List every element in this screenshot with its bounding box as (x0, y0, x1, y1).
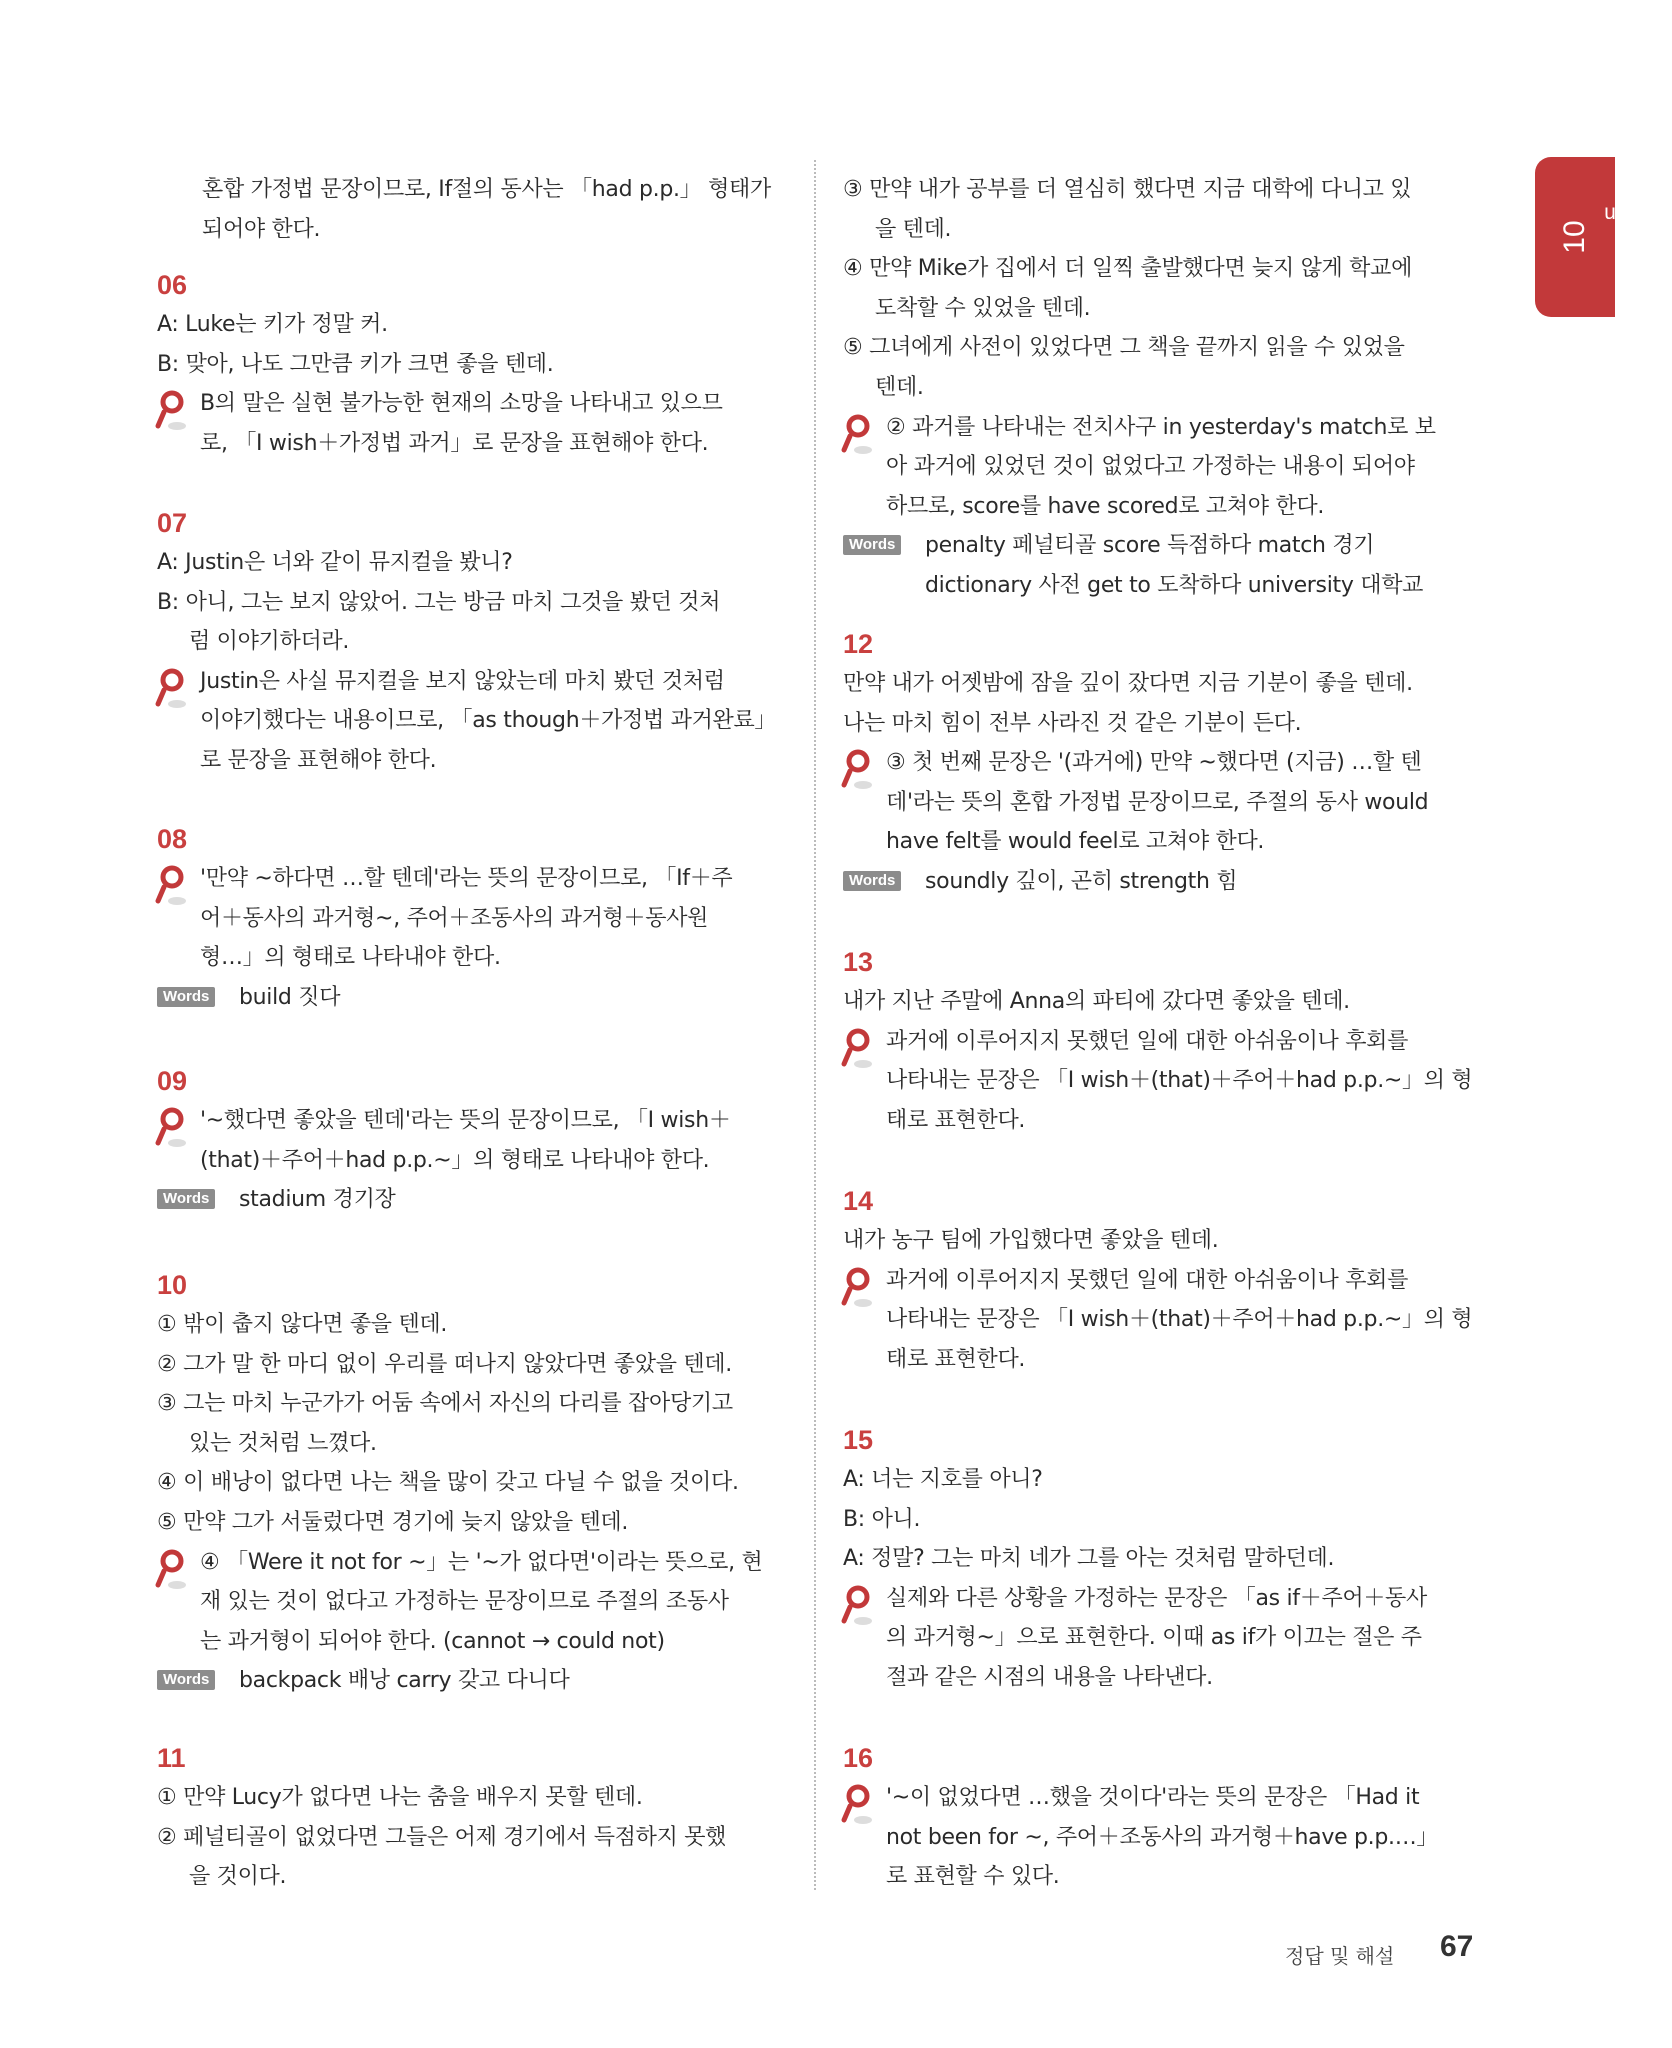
text-line: 럼 이야기하더라. (189, 629, 350, 655)
text-line: (that)＋주어＋had p.p.~」의 형태로 나타내야 한다. (200, 1147, 710, 1173)
words-box (843, 862, 1475, 902)
text-line: 도착할 수 있었을 텐데. (875, 295, 1091, 321)
text-paragraph (843, 1221, 1475, 1261)
text-line: 있는 것처럼 느꼈다. (189, 1430, 377, 1456)
explanation-hint (157, 384, 789, 463)
question-number: 15 (843, 1425, 874, 1455)
text-line: 데'라는 뜻의 혼합 가정법 문장이므로, 주절의 동사 would (886, 789, 1429, 815)
text-paragraph (157, 1463, 789, 1503)
text-line: 재 있는 것이 없다고 가정하는 문장이므로 주절의 조동사 (200, 1589, 729, 1615)
text-paragraph (157, 1818, 789, 1897)
explanation-hint (157, 662, 789, 781)
question-10 (157, 1265, 789, 1701)
explanation-hint (843, 1579, 1475, 1698)
text-line: 혼합 가정법 문장이므로, If절의 동사는 「had p.p.」 형태가 (202, 177, 771, 202)
magnifier-icon (155, 1107, 189, 1151)
question-number: 10 (157, 1270, 188, 1300)
text-line: 만약 내가 어젯밤에 잠을 깊이 잤다면 지금 기분이 좋을 텐데. (843, 671, 1413, 696)
text-paragraph (157, 543, 789, 583)
words-badge: Words (843, 871, 901, 891)
footer-label: 정답 및 해설 (1285, 1944, 1395, 1968)
text-line: 어＋동사의 과거형~, 주어＋조동사의 과거형＋동사원 (200, 905, 709, 931)
text-line: 형…」의 형태로 나타내야 한다. (200, 945, 501, 971)
text-paragraph (843, 328, 1475, 407)
text-line: A: Justin은 너와 같이 뮤지컬을 봤니? (157, 550, 513, 575)
question-12 (843, 624, 1475, 902)
question-15 (843, 1420, 1475, 1698)
text-line: A: Luke는 키가 정말 커. (157, 312, 388, 337)
text-paragraph (157, 345, 789, 385)
text-paragraph (157, 1778, 789, 1818)
magnifier-icon (841, 1585, 875, 1629)
text-paragraph (843, 249, 1475, 328)
text-paragraph (157, 1345, 789, 1385)
magnifier-icon (841, 414, 875, 458)
text-line: ④ 「Were it not for ~」는 '~가 없다면'이라는 뜻으로, 현 (200, 1549, 763, 1575)
explanation-hint (843, 1778, 1475, 1897)
question-13 (843, 942, 1475, 1140)
continued-section (843, 170, 1475, 606)
text-line: B: 아니, 그는 보지 않았어. 그는 방금 마치 그것을 봤던 것처 (157, 589, 721, 615)
question-09 (157, 1061, 789, 1220)
text-line: 로, 「I wish＋가정법 과거」로 문장을 표현해야 한다. (200, 430, 709, 456)
text-line: 실제와 다른 상황을 가정하는 문장은 「as if＋주어＋동사 (886, 1585, 1427, 1611)
words-box (157, 1180, 789, 1220)
question-16 (843, 1738, 1475, 1897)
text-line: ③ 첫 번째 문장은 '(과거에) 만약 ~했다면 (지금) …할 텐 (886, 750, 1422, 776)
text-line: 내가 농구 팀에 가입했다면 좋았을 텐데. (843, 1228, 1219, 1253)
words-box (157, 978, 789, 1018)
text-line: ② 그가 말 한 마디 없이 우리를 떠나지 않았다면 좋았을 텐데. (157, 1351, 732, 1377)
magnifier-icon (841, 1784, 875, 1828)
question-number: 12 (843, 629, 874, 659)
text-paragraph (843, 664, 1475, 743)
text-line: A: 너는 지호를 아니? (843, 1467, 1043, 1492)
magnifier-icon (841, 1028, 875, 1072)
text-line: ① 만약 Lucy가 없다면 나는 춤을 배우지 못할 텐데. (157, 1785, 643, 1810)
magnifier-icon (155, 1549, 189, 1593)
magnifier-icon (841, 1267, 875, 1311)
text-line: 나는 마치 힘이 전부 사라진 것 같은 기분이 든다. (843, 710, 1302, 736)
column-divider (814, 160, 816, 1890)
text-line: ② 과거를 나타내는 전치사구 in yesterday's match로 보 (886, 414, 1436, 440)
explanation-hint (843, 743, 1475, 862)
text-line: ② 페널티골이 없었다면 그들은 어제 경기에서 득점하지 못했 (157, 1824, 727, 1850)
text-line: ③ 만약 내가 공부를 더 열심히 했다면 지금 대학에 다니고 있 (843, 177, 1412, 202)
text-line: '만약 ~하다면 …할 텐데'라는 뜻의 문장이므로, 「If＋주 (200, 866, 733, 891)
question-number: 11 (157, 1743, 186, 1773)
text-line: A: 정말? 그는 마치 네가 그를 아는 것처럼 말하던데. (843, 1546, 1335, 1572)
text-line: 나타내는 문장은 「I wish＋(that)＋주어＋had p.p.~」의 형 (886, 1068, 1473, 1094)
text-paragraph (843, 1500, 1475, 1540)
question-07 (157, 503, 789, 781)
text-line: 과거에 이루어지지 못했던 일에 대한 아쉬움이나 후회를 (886, 1028, 1409, 1054)
text-line: B의 말은 실현 불가능한 현재의 소망을 나타내고 있으므 (200, 391, 723, 417)
explanation-hint (843, 408, 1475, 527)
explanation-hint (843, 1022, 1475, 1141)
text-line: 나타내는 문장은 「I wish＋(that)＋주어＋had p.p.~」의 형 (886, 1307, 1473, 1333)
explanation-hint (843, 1261, 1475, 1380)
explanation-hint (157, 1101, 789, 1180)
text-paragraph (157, 1384, 789, 1463)
text-line: ③ 그는 마치 누군가가 어둠 속에서 자신의 다리를 잡아당기고 (157, 1391, 733, 1417)
words-badge: Words (157, 987, 215, 1007)
question-08 (157, 819, 789, 1017)
magnifier-icon (841, 749, 875, 793)
text-line: B: 맞아, 나도 그만큼 키가 크면 좋을 텐데. (157, 351, 554, 377)
text-line: 절과 같은 시점의 내용을 나타낸다. (886, 1664, 1213, 1690)
explanation-hint (157, 1543, 789, 1662)
continued-section (157, 170, 789, 249)
words-badge: Words (157, 1670, 215, 1690)
text-paragraph (843, 1539, 1475, 1579)
question-11 (157, 1738, 789, 1897)
text-line: not been for ~, 주어＋조동사의 과거형＋have p.p.…」 (886, 1824, 1439, 1850)
text-paragraph (157, 1305, 789, 1345)
text-line: 을 것이다. (189, 1864, 287, 1890)
text-paragraph (157, 583, 789, 662)
text-line: 과거에 이루어지지 못했던 일에 대한 아쉬움이나 후회를 (886, 1267, 1409, 1293)
text-paragraph (843, 1460, 1475, 1500)
text-line: 되어야 한다. (202, 216, 321, 242)
lesson-tab (1535, 157, 1672, 317)
text-line: dictionary 사전 get to 도착하다 university 대학교 (925, 572, 1424, 598)
text-line: ④ 이 배낭이 없다면 나는 책을 많이 갖고 다닐 수 없을 것이다. (157, 1470, 739, 1496)
text-line: penalty 페널티골 score 득점하다 match 경기 (925, 533, 1375, 559)
text-line: Justin은 사실 뮤지컬을 보지 않았는데 마치 봤던 것처럼 (200, 668, 725, 694)
explanation-hint (157, 859, 789, 978)
question-number: 07 (157, 508, 188, 538)
text-line: stadium 경기장 (239, 1187, 396, 1213)
text-line: build 짓다 (239, 984, 341, 1010)
question-number: 09 (157, 1066, 188, 1096)
question-number: 16 (843, 1743, 874, 1773)
text-line: 을 텐데. (875, 216, 952, 242)
text-line: have felt를 would feel로 고쳐야 한다. (886, 829, 1265, 855)
text-line: '~했다면 좋았을 텐데'라는 뜻의 문장이므로, 「I wish＋ (200, 1108, 731, 1133)
text-line: ⑤ 만약 그가 서둘렀다면 경기에 늦지 않았을 텐데. (157, 1509, 629, 1535)
text-line: 아 과거에 있었던 것이 없었다고 가정하는 내용이 되어야 (886, 454, 1415, 480)
page-number: 67 (1440, 1930, 1474, 1963)
words-box (843, 526, 1475, 605)
text-line: 는 과거형이 되어야 한다. (cannot → could not) (200, 1628, 665, 1654)
text-line: 내가 지난 주말에 Anna의 파티에 갔다면 좋았을 텐데. (843, 989, 1350, 1014)
words-box (157, 1661, 789, 1701)
magnifier-icon (155, 668, 189, 712)
text-line: B: 아니. (843, 1506, 921, 1532)
question-number: 06 (157, 270, 188, 300)
text-line: 텐데. (875, 374, 924, 400)
text-line: 태로 표현한다. (886, 1346, 1026, 1372)
words-badge: Words (843, 535, 901, 555)
text-line: 의 과거형~」으로 표현한다. 이때 as if가 이끄는 절은 주 (886, 1625, 1422, 1651)
text-paragraph (157, 305, 789, 345)
text-line: ⑤ 그녀에게 사전이 있었다면 그 책을 끝까지 읽을 수 있었을 (843, 335, 1405, 361)
text-line: 로 표현할 수 있다. (886, 1864, 1060, 1890)
text-line: ④ 만약 Mike가 집에서 더 일찍 출발했다면 늦지 않게 학교에 (843, 256, 1413, 282)
text-paragraph (157, 1503, 789, 1543)
magnifier-icon (155, 865, 189, 909)
text-line: 이야기했다는 내용이므로, 「as though＋가정법 과거완료」 (200, 708, 777, 734)
text-paragraph (843, 982, 1475, 1022)
question-number: 14 (843, 1186, 874, 1216)
text-line: 로 문장을 표현해야 한다. (200, 747, 437, 773)
question-number: 13 (843, 947, 874, 977)
text-paragraph (843, 170, 1475, 249)
text-line: backpack 배낭 carry 갖고 다니다 (239, 1668, 570, 1694)
question-number: 08 (157, 824, 188, 854)
words-badge: Words (157, 1189, 215, 1209)
lesson-number: 10 (1558, 220, 1591, 254)
text-line: 태로 표현한다. (886, 1107, 1026, 1133)
explanation-continued (157, 170, 789, 249)
text-line: 하므로, score를 have scored로 고쳐야 한다. (886, 493, 1325, 519)
magnifier-icon (155, 390, 189, 434)
lesson-label: Lesson (1604, 202, 1672, 226)
question-06 (157, 265, 789, 463)
text-line: ① 밖이 춥지 않다면 좋을 텐데. (157, 1312, 448, 1337)
question-14 (843, 1181, 1475, 1379)
text-line: soundly 깊이, 곤히 strength 힘 (925, 868, 1238, 894)
text-line: '~이 없었다면 …했을 것이다'라는 뜻의 문장은 「Had it (886, 1785, 1420, 1810)
